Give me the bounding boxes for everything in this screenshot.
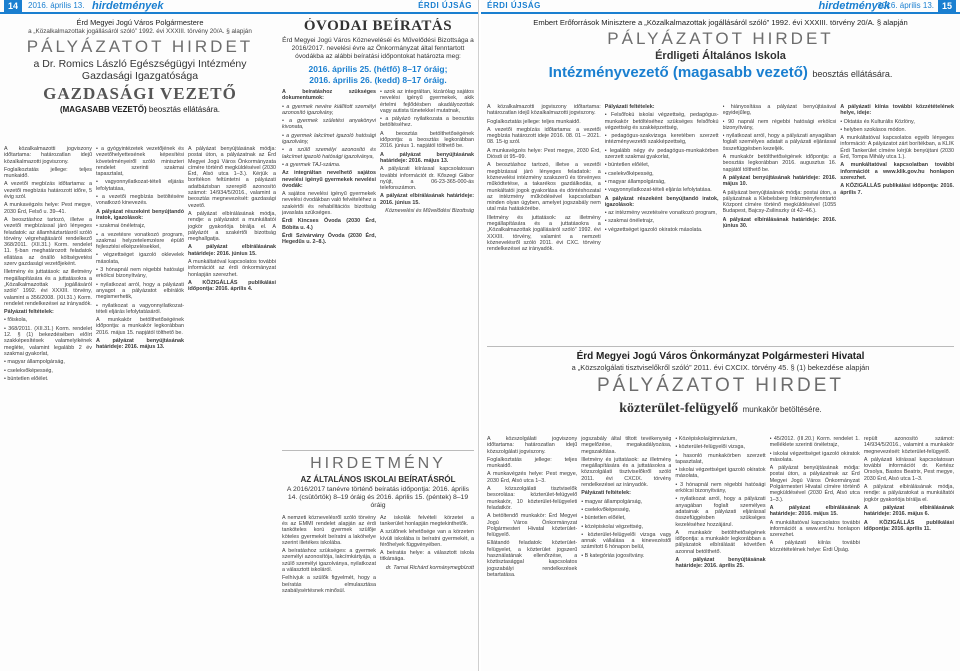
paragraph: A nemzeti köznevelésről szóló törvény és az EMMI rendelet alapján az érdi tanköteles korú gyermek szülője köteles gyermekét beíratni a lakóhelye szerint illetékes iskolába. <box>282 514 376 546</box>
paragraph: • 3 hónapnál nem régebbi hatósági erkölcsi bizonyítvány, <box>675 481 766 495</box>
page-number: 15 <box>938 0 956 12</box>
paragraph: • pedagógus-szakvizsga keretében szerzett intézményvezetői szakképzettség, <box>604 133 719 146</box>
paragraph: A pályázati kiírással kapcsolatosan további információt dr. Kertész Orsolya, Bastos Beatrix, Pest megye, 2030 Érd, Alsó utca 1–3. <box>863 456 955 482</box>
paragraph: A pályázati kiírás további közzétételének helye: Érdi Újság. <box>769 540 860 553</box>
paragraph: A beíratás helye: a választott iskola titkársága. <box>380 550 474 563</box>
left-page <box>0 0 479 671</box>
ad2-intro: Érd Megyei Jogú Város Közneveléséi és Művelődési Bizottsága a 2016/2017. nevelési évre az Önkormányzat által fenntartott óvodákba az alábbi beíratási időpontokat határozta meg: <box>282 37 474 60</box>
paragraph: A munkáltatóval kapcsolatos egyéb lényeges információ: A pályázatot zárt borítékban, a KLIK Érdi Tankerület címére kérjük benyújtani (2030 Érd, Tompa Mihály utca 1.). <box>840 135 954 161</box>
ad1-col-4 <box>840 104 954 334</box>
ad-fill: beosztás ellátására. <box>148 105 221 114</box>
ad1-body <box>487 104 954 334</box>
paragraph: • nyilatkozat arról, hogy a pályázati anyagában foglalt személyes adatainak a pályázati eljárással összefüggésben szükséges kezeléséhez hozzájárul. <box>675 496 766 528</box>
paragraph: A vezetői megbízás időtartama: a vezetői megbízás határozott időre, 5 évig szól. <box>4 181 92 201</box>
paragraph: • Középiskola/gimnázium, <box>675 436 737 442</box>
paragraph: • a gyógyintézetek vezetőjének és vezetőhelyettesének képesítési követelményeiről szóló miniszteri rendelet szerinti szakmai tapasztalat, <box>96 146 184 178</box>
paragraph: Az integráltan nevelhető sajátos nevelési igényű gyermekek nevelési óvodák: <box>282 170 376 189</box>
ad1-body <box>4 146 276 671</box>
ad-law: a „Közalkalmazottak jogállásáról szóló” 1992. évi XXXIII. törvény 20/A. § alapján <box>28 28 252 35</box>
section-title: hirdetmények <box>818 0 890 12</box>
paragraph: A munkakör betölthetőségének időpontja: a munkakör legkorábban 2016. május 15. napjától tölthető be. <box>96 317 184 336</box>
ad2-col-b <box>380 89 474 419</box>
paragraph: • 45/2012. (III.20.) Korm. rendelet 1. melléklete szerinti önéletrajz, <box>769 436 860 449</box>
paragraph: • iskolai végzettséget igazoló okiratok másolata. <box>769 450 860 463</box>
paragraph: • vagyonnyilatkozat-tételi eljárás lefolytatása. <box>604 187 712 194</box>
paragraph: A pályázat benyújtásának módja: postai úton, a pályázatnak a Klebelsberg Intézményfenntartó Központ címére történő megküldésével (1055 Budapest, Bajcsy-Zsilinszky út 42–46.). <box>722 189 837 215</box>
paragraph: A pályázat benyújtásának határideje: 2016. május 13. <box>96 338 184 351</box>
paragraph: A KÖZIGÁLLÁS publikálási időpontja: 2016. április 7. <box>840 183 954 196</box>
paragraph: Illetmény és juttatások: az illetmény megállapítására és a juttatásokra a közszolgálati tisztviselőkről szóló 2011. évi CXCIX. törvény rendelkezései az irányadók. <box>581 456 672 489</box>
ad3-subtitle: AZ ÁLTALÁNOS ISKOLAI BEÍRATÁSRÓL <box>300 475 456 484</box>
ad-hirdetmeny <box>282 450 474 668</box>
paragraph: • legalább négy év pedagógus-munkakörben szerzett szakmai gyakorlat, <box>604 147 719 161</box>
paragraph: • a gyermek lakcímet igazoló hatósági igazolvány, <box>282 132 376 146</box>
paragraph: Foglalkoztatás jellege: teljes munkaidő. <box>487 118 581 125</box>
paragraph: A KÖZIGÁLLÁS publikálási időpontja: 2016. április 11. <box>863 519 955 532</box>
paragraph: • nyilatkozat a vagyonnyilatkozat-tételi eljárás lefolytatásáról. <box>96 302 184 315</box>
paragraph: A szülőnek lehetősége van a körzeten kívüli iskolába is beíratni gyermekét, a férőhelyek függvényében. <box>380 529 474 548</box>
ad3-columns <box>282 515 474 665</box>
paragraph: A pályázat elbírálásának határideje: 2016. május 15. <box>769 504 860 518</box>
paragraph: • büntetlen előélet. <box>4 375 49 382</box>
ad1-col-3 <box>188 146 276 671</box>
paragraph: • a gyermek nevére kiállított személyi azonosító igazolvány, <box>282 103 376 116</box>
paragraph: A munkavégzés helye: Pest megye, 2030 Érd, Diósdi út 95–99. <box>487 147 601 161</box>
paragraph: • 3 hónapnál nem régebbi hatósági erkölcsi bizonyítvány, <box>96 267 184 280</box>
ad-org: Érdligeti Általános Iskola <box>655 50 786 62</box>
paragraph: Köznevelési és Művelődési Bizottság <box>385 208 474 215</box>
paragraph: • hiányosítása a pályázat benyújtásával egyidejűleg, <box>722 104 837 117</box>
paragraph: Pályázati feltételek: <box>4 309 54 316</box>
ad-position: Intézményvezető (magasabb vezető) <box>548 64 808 81</box>
paragraph: A pályázat elbírálásának módja, rendje: a pályázatot a munkáltatói jogkör gyakorlója bírálja el. A pályázót a szakértői bizottság meghallgatja. <box>188 210 276 243</box>
paragraph: • cselekvőképesség, <box>604 170 654 177</box>
ad2-title: ÓVODAI BEÍRATÁS <box>303 18 453 34</box>
ad3-title: HIRDETMÉNY <box>310 455 446 472</box>
ad2-col-1 <box>487 436 577 668</box>
paragraph: • 90 napnál nem régebbi hatósági erkölcsi bizonyítvány, <box>722 118 837 131</box>
left-page-header <box>0 0 478 14</box>
paragraph: A betöltendő munkakör: Érd Megyei Jogú Város Önkormányzat Polgármesteri Hivatal közterület-felügyelő. <box>487 513 578 539</box>
paragraph: A beosztáshoz tartozó, illetve a vezetői megbízással járó lényeges feladatok: az államháztartásról szóló törvény végrehajtásáról rendelkező 368/2011. (XII.31.) Korm. rendelet 11. §-ban meghatározott feladatok ellátása az önálló költségvetési szerv gazdasági vezetőjeként. <box>4 216 92 268</box>
paragraph: A pályázat elbírálásának módja, rendje: a pályázatokat a munkáltatói jogkör gyakorlója bírálja el. <box>863 484 955 503</box>
ad-law: a „Közszolgálati tisztviselőkről szóló” 2011. évi CXCIX. törvény 45. § (1) bekezdése alapján <box>571 363 870 372</box>
paragraph: A pályázat elbírálásának határideje: 2016. június 30. <box>722 216 837 230</box>
paragraph: • magyar állampolgárság, <box>604 178 666 185</box>
ad-gazdasagi-vezeto <box>4 18 276 114</box>
ad2-body <box>282 89 474 419</box>
brand-name: ÉRDI ÚJSÁG <box>487 1 541 10</box>
paragraph: A pályázat részeként benyújtandó iratok, igazolások: <box>604 195 719 208</box>
paragraph: • cselekvőképesség, <box>4 367 53 374</box>
ad-fill: munkakör betöltésére. <box>742 405 822 414</box>
paragraph: • magyar állampolgárság, <box>4 359 65 366</box>
paragraph: Érdi Szivárvány Óvoda (2030 Érd, Hegedűs u. 2–8.). <box>282 232 376 246</box>
brand-name: ÉRDI ÚJSÁG <box>418 1 472 10</box>
paragraph: • végzettséget igazoló okiratok másolata. <box>604 226 703 233</box>
ad2-col-a <box>282 89 376 419</box>
paragraph: A pályázati kiírás további közzétételének helye, ideje: <box>840 104 954 117</box>
ad2-body <box>487 436 954 668</box>
ad2-col-3 <box>675 436 765 668</box>
paragraph: • azok az integráltan, kizárólag sajátos nevelési igényű gyermekek, akik értelmi fejlődésben akadályozottak vagy autista tünetekkel mutatnak, <box>380 89 474 114</box>
paragraph: Felhívjuk a szülők figyelmét, hogy a beíratás elmulasztása szabálysértésnek minősül. <box>282 575 376 594</box>
ad2-col-5 <box>864 436 954 668</box>
paragraph: A pályázat elbírálásának határideje: 2016. június 15. <box>188 244 276 257</box>
paragraph: Foglalkoztatás jellege: teljes munkaidő. <box>487 456 578 470</box>
paragraph: A munkáltatóval kapcsolatban további információt a www.klik.gov.hu honlapon szerezhet. <box>840 162 954 181</box>
paragraph: • 368/2011. (XII.31.) Korm. rendelet 12. § (1) bekezdésében előírt szakképesítések valamelyikének megléte, valamint legalább 2 év szakmai gyakorlat, <box>4 325 92 357</box>
paragraph: A KÖZIGÁLLÁS publikálási időpontja: 2016. április 4. <box>188 279 276 293</box>
paragraph: • B kategóriás jogosítvány. <box>581 552 645 559</box>
paragraph: • az intézmény vezetésére vonatkozó program, <box>604 210 717 217</box>
paragraph: • nyilatkozat arról, hogy a pályázati anyagában foglalt személyes adatait a pályázati eljárással összefüggésben kezeljék. <box>722 133 837 152</box>
issue-date: 2016. április 13. <box>877 1 934 10</box>
paragraph: A pályázat benyújtásának határideje: 2016. május 13. <box>380 151 474 164</box>
paragraph: A beíratáshoz szükséges dokumentumok: <box>282 89 376 102</box>
paragraph: A pályázat elbírálásának határideje: 2016. június 15. <box>380 193 474 206</box>
paragraph: • a szülő személyi azonosító és lakcímet igazoló hatósági igazolványa, <box>282 147 376 160</box>
paragraph: Érdi Kincses Óvoda (2030 Érd, Bóbita u. 4.) <box>282 218 376 231</box>
ad-title: PÁLYÁZATOT HIRDET <box>607 29 834 48</box>
ad-law: Embert Erőforrások Minisztere a „Közalkalmazottak jogállásáról szóló” 1992. évi XXXIII. törvény 20/A. § alapján <box>533 18 908 27</box>
paragraph: A pályázat benyújtásának határideje: 2016. április 25. <box>675 557 766 570</box>
paragraph: • főiskola, <box>4 317 28 324</box>
paragraph: A munkavégzés helye: Pest megye, 2030 Érd, Felső u. 39–41. <box>4 202 92 215</box>
paragraph: • a gyermek születési anyakönyvi kivonata, <box>282 118 376 131</box>
paragraph: Pályázati feltételek: <box>604 104 655 110</box>
ad-position: GAZDASÁGI VEZETŐ <box>43 84 237 103</box>
paragraph: Ellátandó feladatok: közterület-felügyelet, a közterület jogszerű használatának ellenőrzése, a köztisztasággal kapcsolatos jogszabályi rendelkezések betartatása. <box>487 540 578 578</box>
paragraph: • a gyermek TAJ-száma. <box>282 161 341 168</box>
paragraph: • cselekvőképesség, <box>581 506 631 513</box>
paragraph: • Oktatás és Kulturális Közlöny, <box>840 118 915 125</box>
paragraph: A beosztáshoz tartozó, illetve a vezetői megbízással járó lényeges feladatok: a köznevelési intézmény szakszerű és törvényes működtetése, a takarékos gazdálkodás, a munkáltatói jogok gyakorlása és döntéshozatal az intézmény működésével kapcsolatban minden olyan ügyben, amelyet jogszabály nem utal más hatáskörébe. <box>487 162 601 213</box>
paragraph: • a vezetésre vonatkozó program, szakmai helyzetelemzésre épülő fejlesztési elképzelésekkel, <box>96 231 184 251</box>
ad-position: közterület-felügyelő <box>619 401 739 416</box>
paragraph: A pályázat benyújtásának határideje: 2016. május 10. <box>722 174 837 188</box>
paragraph: Illetmény és juttatások: az illetmény megállapítására és a juttatásokra a „Közalkalmazottak jogállásáról szóló” 1992. évi XXXIII. törvény, valamint a 356/2008. (XII.31.) Korm. rendelet rendelkezései az irányadók. <box>4 269 92 307</box>
paragraph: • iskolai végzettséget igazoló okiratok másolata, <box>675 467 766 480</box>
ad-org: a Dr. Romics László Egészségügyi Intézmény <box>33 58 247 70</box>
paragraph: A közszolgálati jogviszony időtartama: határozatlan idejű közszolgálati jogviszony. <box>487 436 578 455</box>
paragraph: jogszabály által tiltott tevékenység megelőzése, megakadályozása, megszakítása. <box>581 436 672 455</box>
right-page-header <box>481 0 960 14</box>
paragraph: • végzettséget igazoló oklevelek másolata, <box>96 252 184 265</box>
paragraph: A sajátos nevelési igényű gyermekek nevelési óvodákban való felvételéhez a szakértői és rehabilitációs bizottság javaslata szükséges. <box>282 191 376 217</box>
paragraph: • nyilatkozat arról, hogy a pályázati anyagot a pályázatot elbírálók megismerhetik, <box>96 281 184 301</box>
paragraph: • büntetlen előélet, <box>604 162 650 169</box>
ad-subposition: (MAGASABB VEZETŐ) <box>59 105 147 114</box>
ad-ovodai-beiratas <box>282 18 474 438</box>
paragraph: repült azonosító számot: 14/934/5/2016., valamint a munkakör megnevezését: közterület-felügyelő. <box>863 436 955 455</box>
paragraph: A beosztás betölthetőségének időpontja: a beosztás legkorábban 2016. június 1. napjától tölthető be. <box>380 130 474 150</box>
paragraph: Illetmény és juttatások: az illetmény megállapítására és a juttatásokra a „Közalkalmazottak jogállásáról szóló” 1992. évi XXXIII. törvény, valamint a nemzeti köznevelésről szóló 2011. évi CXC. törvény rendelkezései az irányadók. <box>487 214 601 253</box>
paragraph: A munkáltatóval kapcsolatos további információt a www.erd.hu honlapon szerezhet. <box>769 519 860 539</box>
paragraph: A munkavégzés helye: Pest megye, 2030 Érd, Alsó utca 1–3. <box>487 471 578 484</box>
paragraph: • magyar állampolgárság, <box>581 498 643 505</box>
paragraph: • közterület-felügyelői vizsga vagy annak vállalása a kinevezéstől számított 6 hónapon belül, <box>581 531 672 551</box>
paragraph: • közterület-felügyelői vizsga, <box>675 444 746 451</box>
paragraph: A közszolgálati tisztviselők besorolása: közterület-felügyelő munkakör, 10 közterület-felügyeleti feladatkör. <box>487 486 578 511</box>
paragraph: A beíratáshoz szükséges: a gyermek személyi azonosítója, lakcímkártyája, a szülő személyi igazolványa, nyilatkozat a választott iskoláról. <box>282 548 376 573</box>
paragraph: A pályázat benyújtásának módja: postai úton, a pályázatnak az Érd Megyei Jogú Város Önkormányzata címére történő megküldésével (2030 Érd, Alsó utca 1–3.). Kérjük a borítékon feltüntetni a pályázati adatbázisban szereplő azonosító számot: 14/934/5/2016., valamint a beosztás megnevezését: gazdasági vezető. <box>188 146 276 209</box>
paragraph: A vezetői megbízás időtartama: a vezetői megbízás határozott ideje 2016. 08. 01 – 2021. 08. 15-ig szól. <box>487 126 601 146</box>
paragraph: • hasonló munkakörben szerzett tapasztalat, <box>675 452 766 465</box>
paragraph: • középiskolai végzettség, <box>581 523 644 530</box>
paragraph: • a pályázó nyilatkozata a beosztás betöltéséhez. <box>380 116 474 129</box>
paragraph: • vagyonnyilatkozat-tételi eljárás lefolytatása, <box>96 179 184 192</box>
ad-title: PÁLYÁZATOT HIRDET <box>596 375 845 396</box>
paragraph: A közalkalmazotti jogviszony időtartama: határozatlan idejű közalkalmazotti jogviszony. <box>4 146 92 165</box>
paragraph: • szakmai önéletrajz, <box>96 223 146 230</box>
ad1-col-1 <box>487 104 601 334</box>
paragraph: • a vezetői megbízás betöltésére vonatkozó kinevezés. <box>96 194 184 207</box>
ad-issuer: Érd Megyei Jogú Város Polgármestere <box>76 18 204 27</box>
page-number: 14 <box>4 0 22 12</box>
ad-fill: beosztás ellátására. <box>812 69 893 79</box>
ad-intezmenyvezeto <box>487 18 954 82</box>
paragraph: Az iskolák felvételi körzetei a tankerület honlapján megtekinthetők. <box>380 514 474 527</box>
ad2-col-2 <box>581 436 671 668</box>
ad2-dates: 2016. április 25. (hétfő) 8–17 óráig; 2016. április 26. (kedd) 8–17 óráig. <box>308 64 448 85</box>
paragraph: A pályázat részeként benyújtandó iratok, igazolások: <box>96 208 184 221</box>
ad-kozterulet-felugyelo <box>487 346 954 417</box>
ad-title: PÁLYÁZATOT HIRDET <box>26 37 254 56</box>
ad-issuer: Érd Megyei Jogú Város Önkormányzat Polgármesteri Hivatal <box>576 351 865 362</box>
ad-role: Gazdasági Igazgatósága <box>81 70 199 82</box>
paragraph: • büntetlen előélet, <box>581 515 626 522</box>
section-title: hirdetmények <box>92 0 164 12</box>
paragraph: Pályázati feltételek: <box>581 490 631 497</box>
ad1-col-1 <box>4 146 92 671</box>
paragraph: • helyben szokásos módon. <box>840 126 906 133</box>
ad3-col-b <box>380 515 474 665</box>
paragraph: • Felsőfokú iskolai végzettség, pedagógus-munkakör betöltéséhez szükséges felsőfokú végzettség és szakképzettség, <box>604 112 719 131</box>
ad1-col-2 <box>96 146 184 671</box>
paragraph: Foglalkoztatás jellege: teljes munkaidő. <box>4 166 92 180</box>
paragraph: dr. Tarnai Richárd kormánymegbízott <box>385 564 474 571</box>
paragraph: A pályázat elbírálásának határideje: 2016. május 6. <box>863 504 955 518</box>
paragraph: A pályázat benyújtásának módja: postai úton, a pályázatnak az Érd Megyei Jogú Város Önkormányzat Polgármesteri Hivatal címére történő megküldésével (2030 Érd, Alsó utca 1–3.). <box>769 465 860 503</box>
ad3-col-a <box>282 515 376 665</box>
paragraph: A közalkalmazotti jogviszony időtartama: határozatlan idejű közalkalmazotti jogviszony. <box>487 104 601 117</box>
paragraph: A munkakör betölthetőségének időpontja: a munkakör legkorábban a pályázatok elbírálását követően azonnal betölthető. <box>675 529 766 555</box>
issue-date: 2016. április 13. <box>28 1 85 10</box>
paragraph: A munkáltatóval kapcsolatos további információt az érdi önkormányzat honlapján szerezhet. <box>188 259 276 278</box>
paragraph: A pályázati kiírással kapcsolatosan további információt dr. Kőszegi Gábor nyújt, a 06-23-365-000-ás telefonszámon. <box>380 166 474 192</box>
ad1-col-2 <box>605 104 719 334</box>
paragraph: • szakmai önéletrajz, <box>604 218 655 225</box>
ad1-col-3 <box>723 104 837 334</box>
right-page <box>481 0 960 671</box>
ad2-col-4 <box>770 436 860 668</box>
paragraph: A munkakör betölthetőségének időpontja: a beosztás legkorábban 2016. augusztus 16. napjától tölthető be. <box>722 154 837 173</box>
ad3-body: A 2016/2017 tanévre történő beíratás időpontja: 2016. április 14. (csütörtök) 8–19 óráig és 2016. április 15. (péntek) 8–19 óráig <box>286 486 470 510</box>
